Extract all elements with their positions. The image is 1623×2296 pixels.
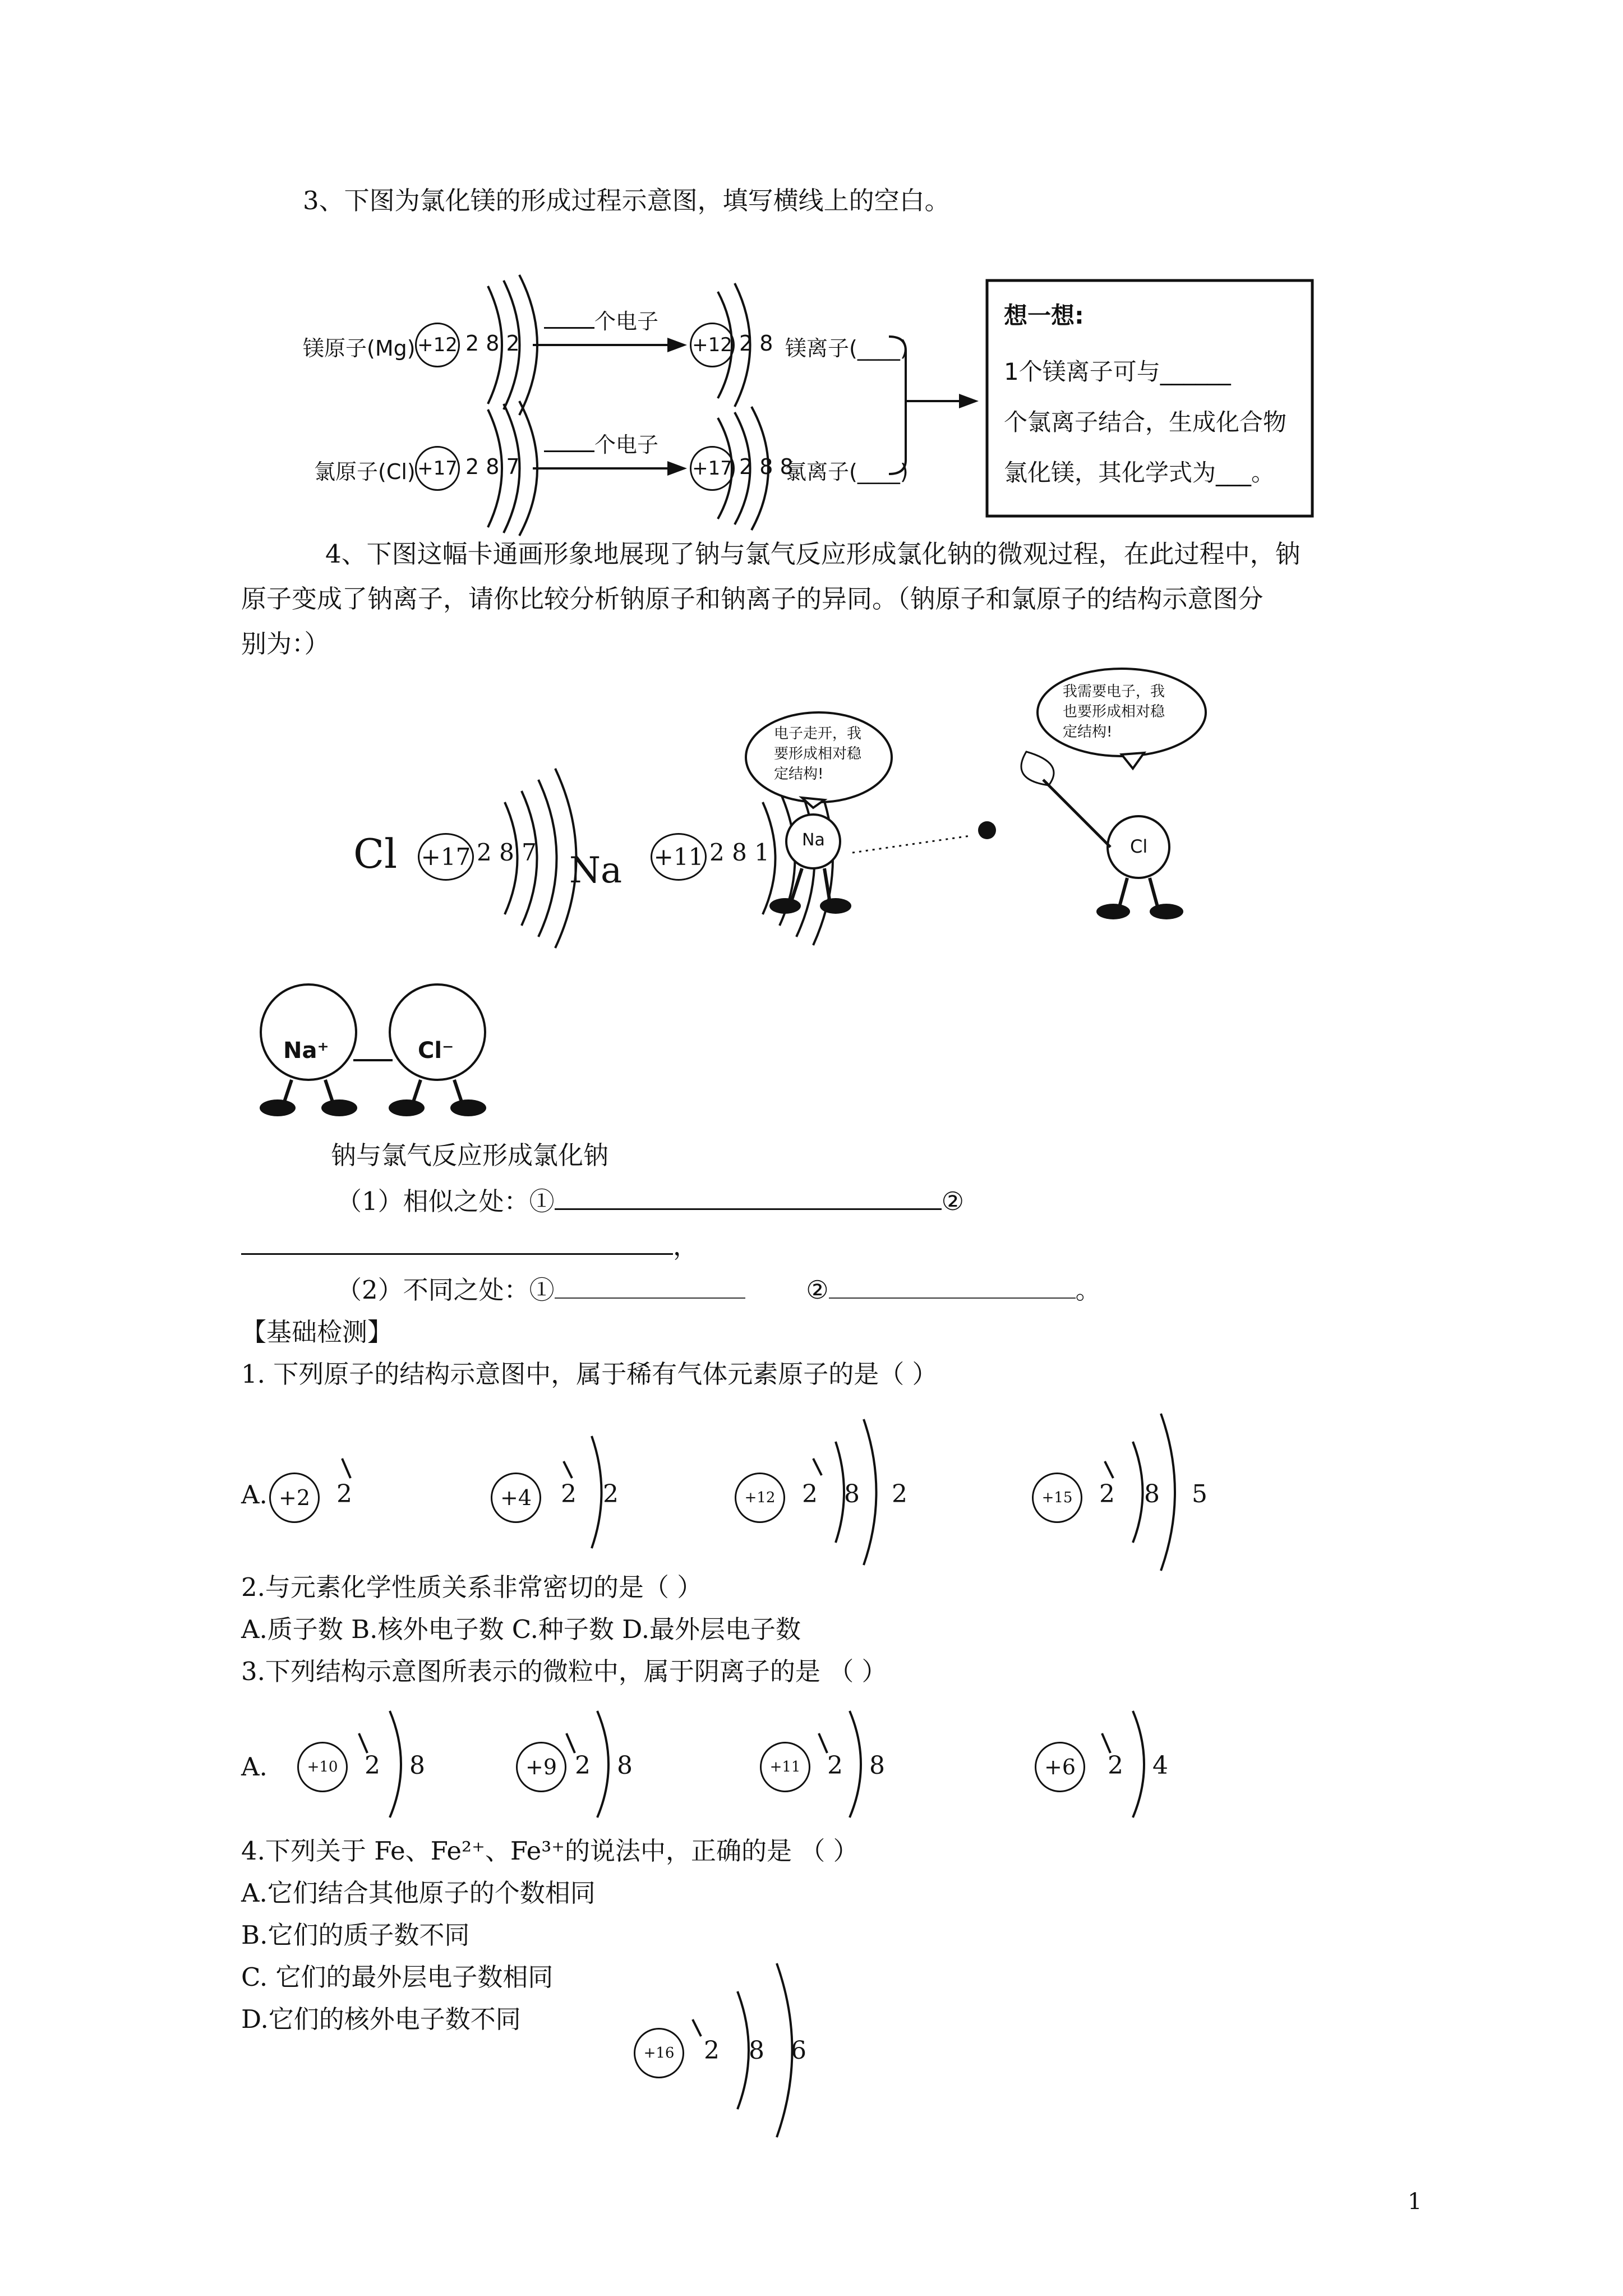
q1-a-label: A. (241, 1480, 268, 1510)
q3-atom-d-nucleus: +6 (1035, 1742, 1085, 1792)
cl-shells: 2 8 7 (465, 454, 520, 479)
basic-q1: 1. 下列原子的结构示意图中，属于稀有气体元素原子的是（ ） (241, 1359, 938, 1389)
think-box-line3: 氯化镁，其化学式为___。 (1004, 459, 1275, 486)
q1-atom-c-shell-3: 2 (892, 1480, 907, 1508)
basic-q3: 3.下列结构示意图所表示的微粒中，属于阴离子的是 （ ） (241, 1657, 887, 1686)
basic-q1-diagrams (241, 1408, 1251, 1565)
na-char-label: Na (802, 830, 825, 850)
think-box-title: 想一想: (1004, 302, 1084, 329)
q4-caption: 钠与氯气反应形成氯化钠 (331, 1140, 609, 1170)
mgcl2-formation-diagram (303, 275, 1318, 527)
mg-shells: 2 8 2 (465, 331, 520, 356)
think-box-line1: 1个镁离子可与______ (1004, 358, 1231, 385)
cl-ion-nucleus: +17 (690, 446, 735, 491)
mg-atom-label: 镁原子(Mg) (303, 336, 416, 361)
q1-atom-b-nucleus: +4 (491, 1473, 541, 1523)
basic-q4-a: A.它们结合其他原子的个数相同 (241, 1878, 596, 1908)
q3-atom-c-shell-2: 8 (869, 1751, 885, 1780)
basic-q4-c: C. 它们的最外层电子数相同 (241, 1962, 554, 1992)
q3-atom-c-shell-1: 2 (827, 1751, 843, 1780)
q1-atom-b-shell-2: 2 (603, 1480, 619, 1508)
basic-q4-d: D.它们的核外电子数不同 (241, 2004, 521, 2034)
different-blank-2[interactable] (829, 1275, 1076, 1299)
cl-char-label: Cl (1130, 836, 1148, 857)
q3-arcs (241, 1700, 1251, 1823)
cl-cartoon-shells: 2 8 7 (477, 839, 537, 866)
q1-atom-c-shell-2: 8 (844, 1480, 860, 1508)
diagram-lines (303, 275, 1318, 527)
q4-similar-row-2: ， (241, 1228, 698, 1263)
q1-atom-c-shell-1: 2 (802, 1480, 818, 1508)
cl-ion-shells: 2 8 8 (739, 454, 794, 479)
extra-atom-nucleus: +16 (634, 2028, 684, 2078)
q4-line2: 原子变成了钠离子，请你比较分析钠原子和钠离子的异同。（钠原子和氯原子的结构示意图分 (241, 584, 1264, 614)
q3-atom-d-shell-1: 2 (1108, 1751, 1123, 1780)
extra-atom-shell-2: 8 (749, 2036, 764, 2065)
basic-q4: 4.下列关于 Fe、Fe²⁺、Fe³⁺的说法中，正确的是 （ ） (241, 1836, 859, 1866)
q3-atom-c-nucleus: +11 (760, 1742, 810, 1792)
different-blank-1[interactable] (555, 1275, 745, 1299)
na-bubble-text: 电子走开，我 要形成相对稳 定结构! (774, 725, 862, 783)
q3-atom-b-nucleus: +9 (516, 1742, 566, 1792)
q1-atom-d-nucleus: +15 (1032, 1473, 1082, 1523)
q1-atom-d-shell-3: 5 (1192, 1480, 1207, 1508)
na-ion-char-label: Na⁺ (283, 1038, 329, 1064)
q4-line3: 别为：） (241, 629, 330, 659)
cl-nucleus: +17 (415, 446, 460, 491)
q3-a-label: A. (241, 1752, 268, 1782)
extra-atom-shell-3: 6 (791, 2036, 806, 2065)
mg-ion-label: 镁离子(____) (785, 336, 909, 361)
basic-q2: 2.与元素化学性质关系非常密切的是（ ） (241, 1572, 703, 1602)
na-cl-cartoon (336, 668, 1234, 959)
q3-atom-b-shell-2: 8 (617, 1751, 633, 1780)
na-cartoon-shells: 2 8 1 (709, 839, 769, 866)
na-cartoon-nucleus: +11 (651, 833, 707, 881)
extra-atom-diagram (634, 1952, 858, 2143)
mg-ion-nucleus: +12 (690, 323, 735, 367)
think-box-line2: 个氯离子结合，生成化合物 (1004, 408, 1287, 436)
mg-ion-shells: 2 8 (739, 331, 773, 356)
basic-q4-b: B.它们的质子数不同 (241, 1920, 470, 1950)
basic-q3-diagrams (241, 1700, 1251, 1823)
q3-atom-b-shell-1: 2 (575, 1751, 591, 1780)
q4-line1: 4、下图这幅卡通画形象地展现了钠与氯气反应形成氯化钠的微观过程，在此过程中，钠 (325, 539, 1301, 569)
cl-cartoon-nucleus: +17 (418, 833, 474, 881)
q3-atom-a-shell-2: 8 (409, 1751, 425, 1780)
similar-blank-1[interactable] (555, 1184, 942, 1210)
na-symbol: Na (569, 850, 623, 891)
q3-atom-a-shell-1: 2 (365, 1751, 380, 1780)
cl-ion-char-label: Cl⁻ (418, 1038, 454, 1064)
q4-different-row: （2）不同之处：① ② 。 (336, 1275, 1101, 1305)
mg-arrow-label: 个电子 (544, 304, 658, 335)
cl-symbol: Cl (353, 830, 398, 877)
cl-arrow-label: 个电子 (544, 427, 658, 458)
basic-heading: 【基础检测】 (241, 1317, 393, 1347)
page-number: 1 (1408, 2189, 1422, 2215)
basic-q2-options: A.质子数 B.核外电子数 C.种子数 D.最外层电子数 (241, 1614, 801, 1644)
q3-title: 3、下图为氯化镁的形成过程示意图，填写横线上的空白。 (303, 186, 950, 215)
mg-nucleus: +12 (415, 323, 460, 367)
q1-atom-b-shell-1: 2 (561, 1480, 577, 1508)
cl-atom-label: 氯原子(Cl) (314, 459, 416, 484)
extra-atom-shell-1: 2 (704, 2036, 720, 2065)
q3-atom-d-shell-2: 4 (1152, 1751, 1168, 1780)
nacl-ions-cartoon (247, 970, 505, 1122)
cl-ion-label: 氯离子(____) (785, 459, 909, 484)
q1-atom-a-nucleus: +2 (269, 1473, 320, 1523)
q1-atom-a-shell: 2 (336, 1480, 352, 1508)
q1-atom-c-nucleus: +12 (735, 1473, 785, 1523)
cl-bubble-text: 我需要电子，我 也要形成相对稳 定结构! (1063, 683, 1165, 740)
q3-atom-a-nucleus: +10 (297, 1742, 348, 1792)
q1-atom-d-shell-1: 2 (1099, 1480, 1115, 1508)
q4-similar-row: （1）相似之处：① ② (336, 1184, 964, 1218)
similar-blank-2[interactable] (241, 1228, 673, 1255)
q1-atom-d-shell-2: 8 (1144, 1480, 1160, 1508)
